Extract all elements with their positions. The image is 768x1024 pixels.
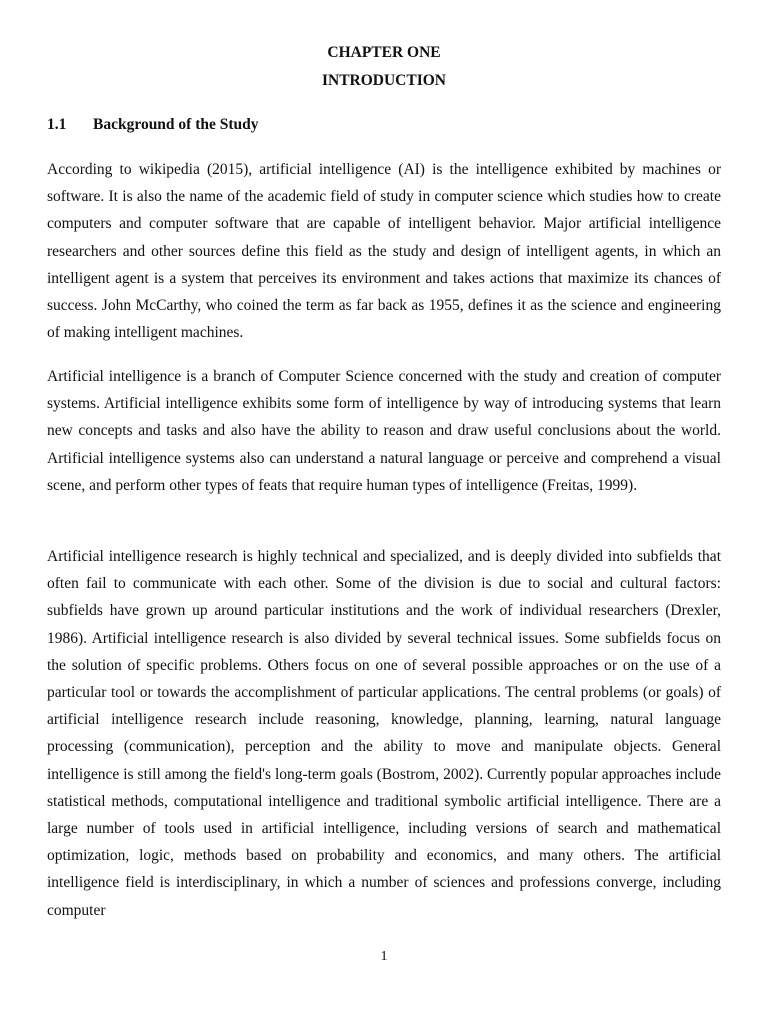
paragraph-1: According to wikipedia (2015), artificial intelligence (AI) is the intelligence exhibited by machines or software. It is also the name of the academic field of study in computer science which studies how to create computers and computer software that are capable of intelligent behavior. Major artificial intelligence researchers and other sources define this field as the study and design of intelligent agents, in which an intelligent agent is a system that perceives its environment and takes actions that maximize its chances of success. John McCarthy, who coined the term as far back as 1955, defines it as the science and engineering of making intelligent machines. <box>47 161 721 342</box>
section-number: 1.1 <box>47 116 67 133</box>
paragraph-3: Artificial intelligence research is highly technical and specialized, and is deeply divided into subfields that often fail to communicate with each other. Some of the division is due to social and cultural factors: subfields have grown up around particular institutions and the work of individual researchers (Drexler, 1986). Artificial intelligence research is also divided by several technical issues. Some subfields focus on the solution of specific problems. Others focus on one of several possible approaches or on the use of a particular tool or towards the accomplishment of particular applications. The central problems (or goals) of artificial intelligence research include reasoning, knowledge, planning, learning, natural language processing (communication), perception and the ability to move and manipulate objects. General intelligence is still among the field's long-term goals (Bostrom, 2002). Currently popular approaches include statistical methods, computational intelligence and traditional symbolic artificial intelligence. There are a large number of tools used in artificial intelligence, including versions of search and mathematical optimization, logic, methods based on probability and economics, and many others. The artificial intelligence field is interdisciplinary, in which a number of sciences and professions converge, including computer <box>47 548 721 919</box>
section-heading <box>47 115 259 135</box>
section-title: Background of the Study <box>93 116 259 133</box>
page-number: 1 <box>380 949 388 964</box>
chapter-number: CHAPTER ONE <box>327 44 441 61</box>
paragraph-2: Artificial intelligence is a branch of Computer Science concerned with the study and creation of computer systems. Artificial intelligence exhibits some form of intelligence by way of introducing systems that learn new concepts and tasks and also have the ability to reason and draw useful conclusions about the world. Artificial intelligence systems also can understand a natural language or perceive and comprehend a visual scene, and perform other types of feats that require human types of intelligence (Freitas, 1999). <box>47 368 721 494</box>
chapter-title: INTRODUCTION <box>321 72 446 89</box>
